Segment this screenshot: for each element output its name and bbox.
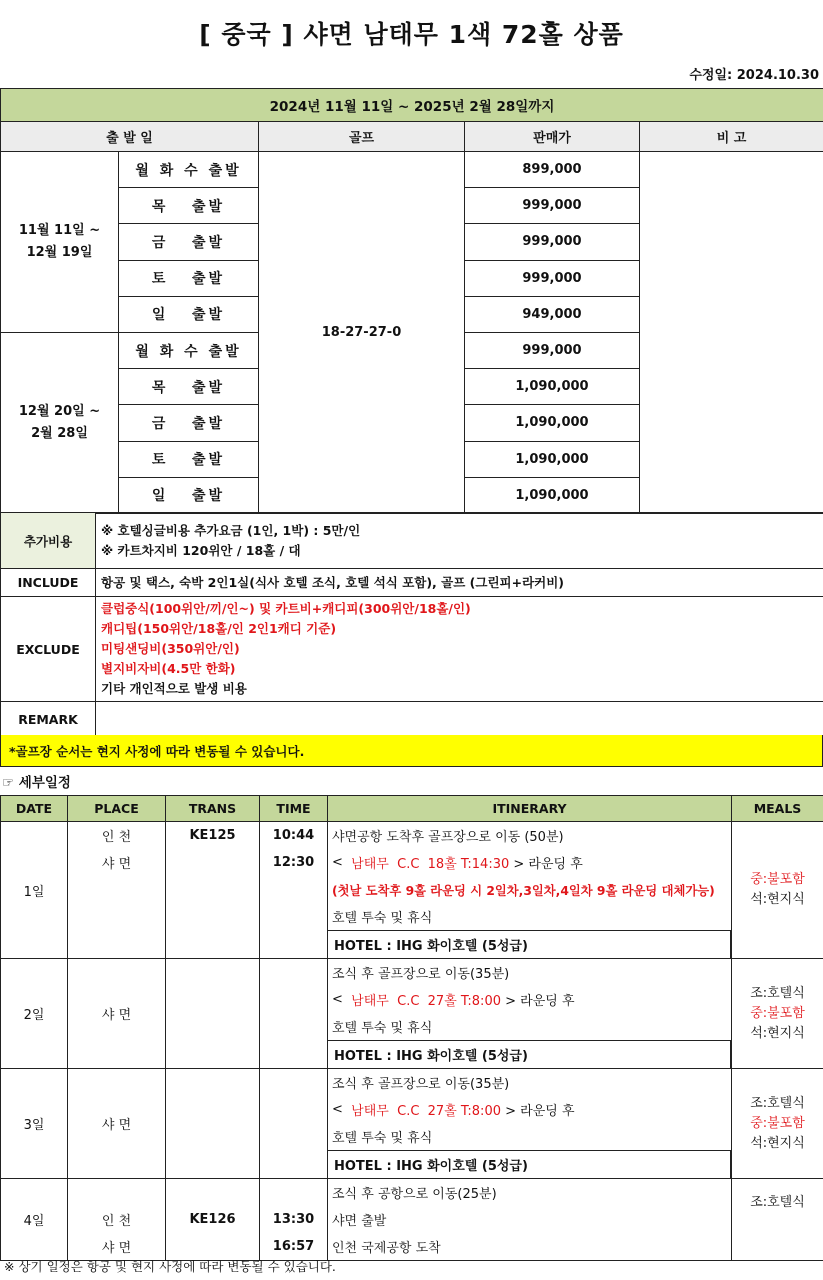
hotel-name: HOTEL : IHG 화이호텔 (5성급) bbox=[328, 1040, 731, 1068]
trans-cell bbox=[166, 1069, 260, 1179]
period-header: 2024년 11월 11일 ~ 2025년 2월 28일까지 bbox=[1, 89, 823, 122]
place-cell bbox=[68, 959, 166, 1069]
time-cell bbox=[260, 1179, 328, 1261]
itinerary-line: 호텔 투숙 및 휴식 bbox=[332, 1021, 433, 1036]
place-cell bbox=[68, 1179, 166, 1261]
time-cell bbox=[260, 1069, 328, 1179]
schedule-row bbox=[1, 822, 823, 959]
sched-col-meals: MEALS bbox=[732, 796, 823, 822]
place-name: 샤 면 bbox=[101, 857, 132, 872]
flight-time: 12:30 bbox=[272, 855, 315, 870]
price-value: 999,000 bbox=[465, 332, 640, 368]
flight-time: 13:30 bbox=[272, 1212, 315, 1227]
meals-cell bbox=[732, 822, 823, 959]
schedule-row bbox=[1, 1069, 823, 1179]
place-name: 인 천 bbox=[101, 1214, 132, 1229]
departure-day: 목 출발 bbox=[119, 188, 259, 224]
meal-item: 석:현지식 bbox=[750, 1135, 805, 1151]
itinerary-cell bbox=[328, 1179, 732, 1261]
departure-day: 월 화 수 출발 bbox=[119, 152, 259, 188]
exclude-line: 캐디팁(150위안/18홀/인 2인1캐디 기준) bbox=[101, 621, 337, 636]
col-golf: 골프 bbox=[259, 122, 465, 152]
meal-item: 중:불포함 bbox=[750, 872, 805, 887]
price-row bbox=[1, 152, 823, 188]
itinerary-line: 조식 후 골프장으로 이동(35분) bbox=[332, 967, 510, 982]
price-value: 1,090,000 bbox=[465, 369, 640, 405]
itinerary-line: 조식 후 공항으로 이동(25분) bbox=[332, 1187, 497, 1202]
flight-time: 10:44 bbox=[272, 828, 315, 843]
departure-day: 일 출발 bbox=[119, 296, 259, 332]
place-name: 인 천 bbox=[101, 830, 132, 845]
meals-cell bbox=[732, 1069, 823, 1179]
time-cell bbox=[260, 959, 328, 1069]
sched-col-itinerary: ITINERARY bbox=[328, 796, 732, 822]
sched-col-place: PLACE bbox=[68, 796, 166, 822]
price-value: 999,000 bbox=[465, 260, 640, 296]
col-note: 비 고 bbox=[640, 122, 823, 152]
itinerary-suffix: > 라운딩 후 bbox=[509, 857, 583, 872]
itinerary-prefix: < bbox=[332, 855, 352, 870]
include-text: 항공 및 택스, 숙박 2인1실(식사 호텔 조식, 호텔 석식 포함), 골프 (그린피+라커비) bbox=[96, 569, 823, 597]
page-title: [ 중국 ] 샤면 남태무 1색 72홀 상품 bbox=[199, 20, 624, 49]
itinerary-line bbox=[328, 849, 731, 876]
period-label-line: 11월 11일 ~ bbox=[18, 222, 101, 238]
golf-course-name: 남태무 C.C 27홀 T:8:00 bbox=[351, 1104, 501, 1119]
price-value: 1,090,000 bbox=[465, 441, 640, 477]
meal-item: 중:불포함 bbox=[750, 1115, 805, 1131]
departure-day: 토 출발 bbox=[119, 441, 259, 477]
itinerary-suffix: > 라운딩 후 bbox=[500, 994, 575, 1009]
exclude-line: 별지비자비(4.5만 한화) bbox=[101, 661, 236, 676]
trans-cell bbox=[166, 822, 260, 959]
itinerary-suffix: > 라운딩 후 bbox=[500, 1104, 575, 1119]
trans-cell bbox=[166, 959, 260, 1069]
meal-item: 조:호텔식 bbox=[750, 985, 805, 1001]
departure-day: 금 출발 bbox=[119, 405, 259, 441]
itinerary-line: 호텔 투숙 및 휴식 bbox=[332, 1131, 433, 1146]
extra-cost-text bbox=[96, 513, 823, 569]
itinerary-line bbox=[328, 1096, 731, 1123]
info-table bbox=[0, 512, 823, 737]
meal-item: 조:호텔식 bbox=[750, 1095, 805, 1111]
flight-number: KE125 bbox=[189, 828, 236, 843]
exclude-line: 미팅샌딩비(350위안/인) bbox=[101, 641, 240, 656]
day-label: 1일 bbox=[1, 822, 68, 959]
period-label-line: 12월 20일 ~ bbox=[18, 403, 101, 419]
itinerary-line: 샤면공항 도착후 골프장으로 이동 (50분) bbox=[332, 830, 564, 845]
meal-item: 석:현지식 bbox=[750, 1025, 805, 1041]
schedule-row bbox=[1, 1179, 823, 1261]
day-label: 2일 bbox=[1, 959, 68, 1069]
price-value: 949,000 bbox=[465, 296, 640, 332]
price-value: 999,000 bbox=[465, 224, 640, 260]
hotel-name: HOTEL : IHG 화이호텔 (5성급) bbox=[328, 930, 731, 958]
meals-list bbox=[732, 984, 823, 1044]
sched-col-date: DATE bbox=[1, 796, 68, 822]
period-label bbox=[1, 332, 119, 513]
sched-col-time: TIME bbox=[260, 796, 328, 822]
schedule-row bbox=[1, 959, 823, 1069]
place-name: 샤 면 bbox=[101, 1241, 132, 1256]
extra-cost-line: ※ 카트차지비 120위안 / 18홀 / 대 bbox=[101, 542, 301, 558]
exclude-text bbox=[96, 597, 823, 702]
exclude-label: EXCLUDE bbox=[1, 597, 96, 702]
exclude-line: 클럽중식(100위안/끼/인~) 및 카트비+캐디피(300위안/18홀/인) bbox=[101, 601, 471, 616]
itinerary-line: 인천 국제공항 도착 bbox=[332, 1241, 441, 1256]
golf-course: 18-27-27-0 bbox=[259, 152, 465, 514]
itinerary-line: 호텔 투숙 및 휴식 bbox=[332, 911, 433, 926]
place-cell bbox=[68, 822, 166, 959]
meals-cell bbox=[732, 1179, 823, 1261]
itinerary-prefix: < bbox=[332, 992, 352, 1007]
notice-banner: *골프장 순서는 현지 사정에 따라 변동될 수 있습니다. bbox=[0, 735, 823, 767]
schedule-title: ☞ 세부일정 bbox=[2, 775, 71, 791]
price-value: 899,000 bbox=[465, 152, 640, 188]
day-label: 4일 bbox=[1, 1179, 68, 1261]
itinerary-line bbox=[328, 986, 731, 1013]
footnote: ※ 상기 일정은 항공 및 현지 사정에 따라 변동될 수 있습니다. bbox=[4, 1259, 336, 1274]
itinerary-line: 조식 후 골프장으로 이동(35분) bbox=[332, 1077, 510, 1092]
departure-day: 일 출발 bbox=[119, 477, 259, 513]
price-value: 1,090,000 bbox=[465, 405, 640, 441]
flight-number: KE126 bbox=[189, 1212, 236, 1227]
period-label bbox=[1, 152, 119, 333]
note-cell bbox=[640, 152, 823, 514]
include-label: INCLUDE bbox=[1, 569, 96, 597]
itinerary-cell bbox=[328, 1069, 732, 1179]
place-name: 샤 면 bbox=[101, 1008, 132, 1023]
place-name: 샤 면 bbox=[101, 1118, 132, 1133]
remark-label: REMARK bbox=[1, 702, 96, 737]
meal-item: 중:불포함 bbox=[750, 1005, 805, 1021]
col-price: 판매가 bbox=[465, 122, 640, 152]
departure-day: 월 화 수 출발 bbox=[119, 332, 259, 368]
meals-list bbox=[732, 1094, 823, 1154]
itinerary-cell bbox=[328, 959, 732, 1069]
exclude-line: 기타 개인적으로 발생 비용 bbox=[101, 681, 247, 696]
period-label-line: 2월 28일 bbox=[31, 425, 88, 441]
time-cell bbox=[260, 822, 328, 959]
departure-day: 금 출발 bbox=[119, 224, 259, 260]
place-cell bbox=[68, 1069, 166, 1179]
sched-col-trans: TRANS bbox=[166, 796, 260, 822]
itinerary-prefix: < bbox=[332, 1102, 352, 1117]
golf-course-name: 남태무 C.C 18홀 T:14:30 bbox=[351, 857, 510, 872]
meals-cell bbox=[732, 959, 823, 1069]
modified-date: 수정일: 2024.10.30 bbox=[689, 68, 819, 83]
flight-time: 16:57 bbox=[272, 1239, 315, 1254]
extra-cost-label: 추가비용 bbox=[1, 513, 96, 569]
period-label-line: 12월 19일 bbox=[26, 244, 93, 260]
col-departure: 출 발 일 bbox=[1, 122, 259, 152]
meals-list bbox=[732, 870, 823, 910]
trans-cell bbox=[166, 1179, 260, 1261]
itinerary-cell bbox=[328, 822, 732, 959]
price-value: 999,000 bbox=[465, 188, 640, 224]
golf-course-name: 남태무 C.C 27홀 T:8:00 bbox=[351, 994, 501, 1009]
itinerary-line: (첫날 도착후 9홀 라운딩 시 2일차,3일차,4일차 9홀 라운딩 대체가능) bbox=[332, 883, 715, 898]
itinerary-line: 샤면 출발 bbox=[332, 1214, 387, 1229]
remark-text bbox=[96, 702, 823, 737]
departure-day: 목 출발 bbox=[119, 369, 259, 405]
day-label: 3일 bbox=[1, 1069, 68, 1179]
schedule-table bbox=[0, 795, 823, 1261]
departure-day: 토 출발 bbox=[119, 260, 259, 296]
price-value: 1,090,000 bbox=[465, 477, 640, 513]
hotel-name: HOTEL : IHG 화이호텔 (5성급) bbox=[328, 1150, 731, 1178]
meal-item: 조:호텔식 bbox=[750, 1195, 805, 1210]
meal-item: 석:현지식 bbox=[750, 892, 805, 907]
extra-cost-line: ※ 호텔싱글비용 추가요금 (1인, 1박) : 5만/인 bbox=[101, 522, 361, 538]
meals-list bbox=[732, 1179, 823, 1213]
price-table bbox=[0, 88, 823, 514]
